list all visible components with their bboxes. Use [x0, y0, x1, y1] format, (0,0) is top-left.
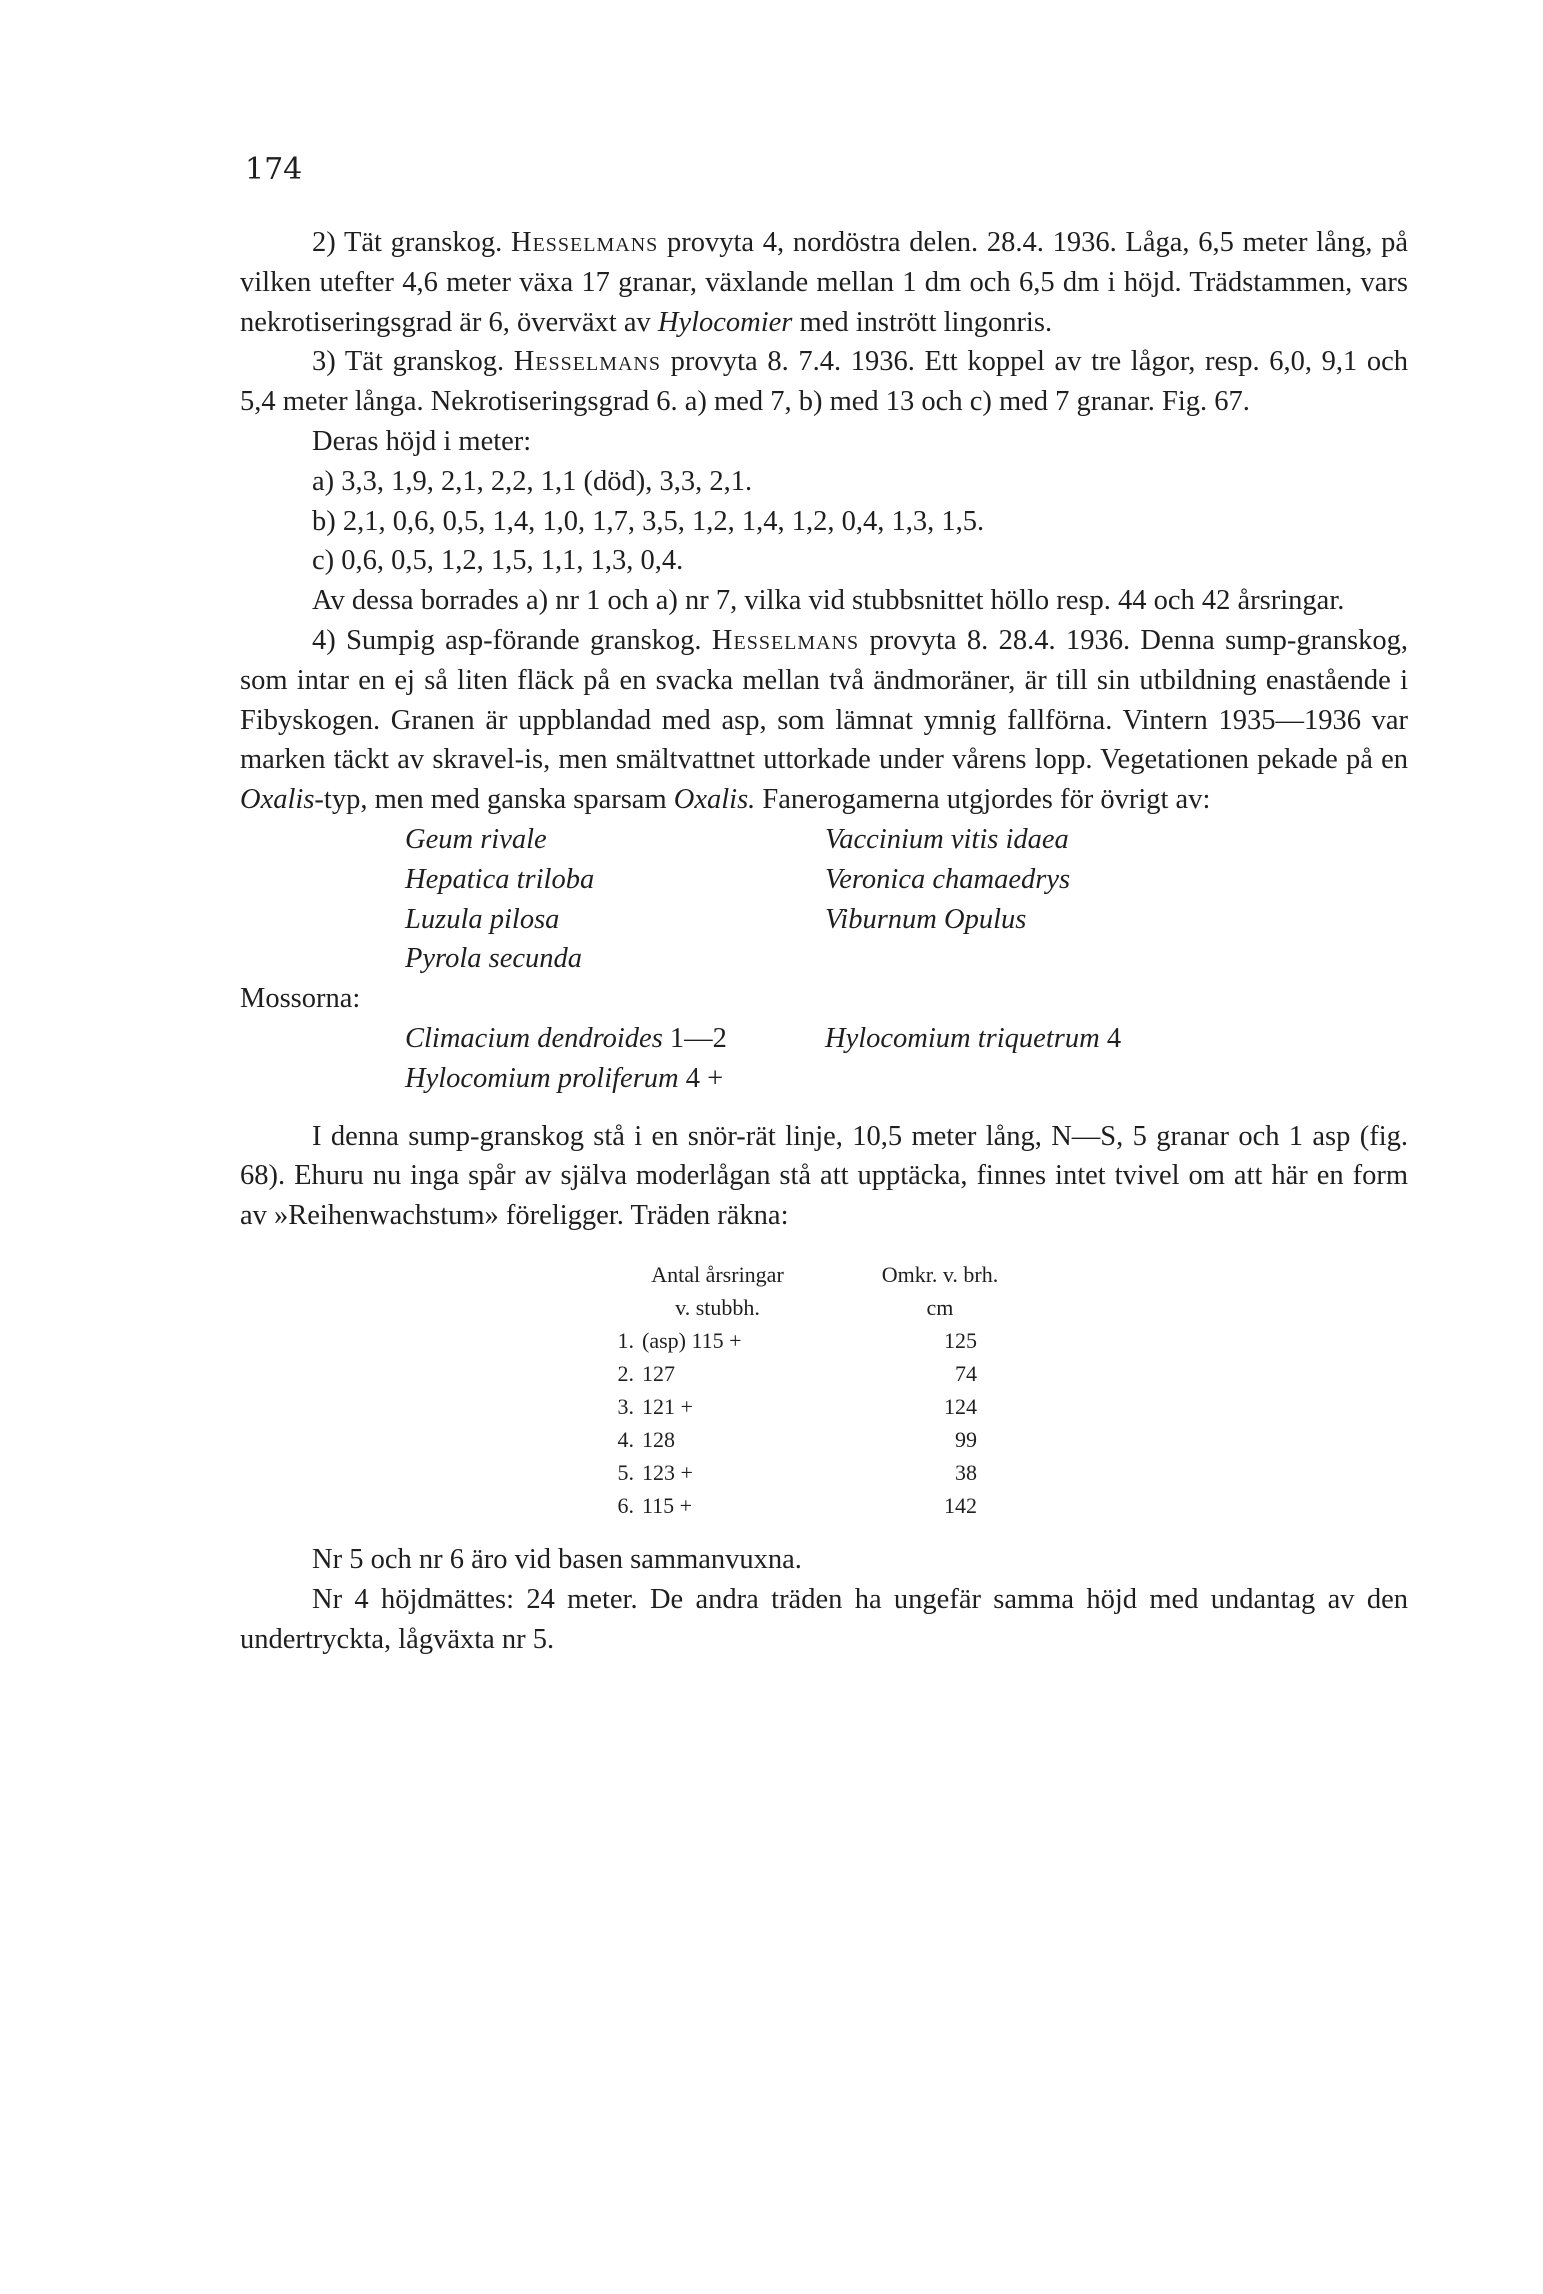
- header-circumference: Omkr. v. brh.: [881, 1261, 999, 1287]
- plant-item: Veronica chamaedrys: [825, 863, 1071, 895]
- heights-c: c) 0,6, 0,5, 1,2, 1,5, 1,1, 1,3, 0,4.: [312, 545, 684, 577]
- row-spacer: [240, 1357, 560, 1390]
- row-end: [977, 1489, 1067, 1522]
- p4-mid: -typ, men med ganska sparsam: [314, 784, 674, 816]
- row-spacer: [240, 1423, 560, 1456]
- author-name: Hesselmans: [511, 227, 659, 258]
- paragraph-row-growth: I denna sump-granskog stå i en snör-rät linje, 10,5 meter lång, N—S, 5 granar och 1 asp (fig. 68). Ehuru nu inga spår av själva moderlågan stå att upptäcka, finnes intet tvivel om att här en form av »Reihenwachstum» föreligger. Träden räkna:: [240, 1120, 1408, 1232]
- page-number: 174: [245, 152, 303, 187]
- row-circumference: 142: [944, 1492, 977, 1518]
- row-spacer: [240, 1390, 560, 1423]
- row-rings: 128: [642, 1426, 675, 1452]
- row-end: [977, 1423, 1067, 1456]
- row-end: [977, 1324, 1067, 1357]
- row-index: 2.: [617, 1360, 634, 1386]
- paragraph-note-4: Nr 4 höjdmättes: 24 meter. De andra träden ha ungefär samma höjd med undantag av den undertryckta, lågväxta nr 5.: [240, 1583, 1408, 1655]
- plant-item: Vaccinium vitis idaea: [825, 823, 1069, 855]
- moss-item: Hylocomium proliferum 4 +: [405, 1062, 724, 1094]
- table-row: [240, 1489, 1408, 1522]
- row-end: [977, 1456, 1067, 1489]
- paragraph-site-2: [240, 223, 1408, 342]
- plant-list: [405, 820, 1408, 979]
- p1-lead: 2) Tät granskog.: [312, 227, 511, 258]
- row-index: 3.: [617, 1393, 634, 1419]
- moss-item: Hylocomium triquetrum 4: [825, 1022, 1122, 1054]
- header-rings: Antal årsringar: [651, 1261, 784, 1287]
- table-header: [240, 1258, 1408, 1324]
- row-index: 4.: [617, 1426, 634, 1452]
- row-index: 6.: [617, 1492, 634, 1518]
- row-rings: 123 +: [642, 1459, 693, 1485]
- paragraph-borings: Av dessa borrades a) nr 1 och a) nr 7, vilka vid stubbsnittet höllo resp. 44 och 42 årsringar.: [312, 585, 1345, 617]
- row-spacer: [240, 1324, 560, 1357]
- heights-a: a) 3,3, 1,9, 2,1, 2,2, 1,1 (död), 3,3, 2,1.: [312, 465, 753, 497]
- row-circumference: 74: [955, 1360, 977, 1386]
- row-index: 5.: [617, 1459, 634, 1485]
- p2-lead: 3) Tät granskog.: [312, 346, 514, 378]
- mosses-label: Mossorna:: [240, 983, 361, 1015]
- table-row: [240, 1423, 1408, 1456]
- row-rings: 127: [642, 1360, 675, 1386]
- p4-lead: 4) Sumpig asp-förande granskog.: [312, 624, 712, 656]
- paragraph-note-5-6: Nr 5 och nr 6 äro vid basen sammanvuxna.: [312, 1543, 802, 1575]
- author-name: Hesselmans: [711, 624, 860, 656]
- moss-item: Climacium dendroides 1—2: [405, 1022, 727, 1054]
- author-name: Hesselmans: [513, 346, 661, 378]
- row-circumference: 99: [955, 1426, 977, 1452]
- p4-rest: provyta 8. 28.4. 1936. Denna sump-granskog, som intar en ej så liten fläck på en svacka mellan två ändmoräner, är till sin utbildning enastående i Fibyskogen. Granen är uppblandad med asp, som lämnat ymnig fallförna. Vintern 1935—1936 var marken täckt av skravel-is, men smältvattnet uttorkade under vårens lopp. Vegetationen pekade på en: [240, 624, 1409, 776]
- table-body: [240, 1324, 1408, 1522]
- plant-item: Geum rivale: [405, 823, 547, 855]
- plant-item: Luzula pilosa: [405, 903, 560, 935]
- p1-tail: med instrött lingonris.: [792, 306, 1053, 338]
- p1-rest: provyta 4, nordöstra delen. 28.4. 1936. Låga, 6,5 meter lång, på vilken utefter 4,6 meter växa 17 granar, växlande mellan 1 dm och 6,5 dm i höjd. Trädstammen, vars nekrotiseringsgrad är 6, överväxt av: [240, 227, 1409, 338]
- moss-list: [405, 1019, 1408, 1099]
- table-row: [240, 1456, 1408, 1489]
- plant-item: Pyrola secunda: [405, 943, 583, 975]
- table-row: [240, 1357, 1408, 1390]
- p1-italic: Hylocomier: [657, 306, 793, 338]
- row-circumference: 124: [944, 1393, 977, 1419]
- row-end: [977, 1390, 1067, 1423]
- heights-b: b) 2,1, 0,6, 0,5, 1,4, 1,0, 1,7, 3,5, 1,2, 1,4, 1,2, 0,4, 1,3, 1,5.: [312, 505, 985, 537]
- p4-tail: Fanerogamerna utgjordes för övrigt av:: [755, 784, 1211, 816]
- paragraph-site-3: [240, 342, 1408, 422]
- row-circumference: 125: [944, 1327, 977, 1353]
- row-spacer: [240, 1489, 560, 1522]
- p4-italic-1: Oxalis: [240, 784, 315, 816]
- heights-title: Deras höjd i meter:: [312, 425, 532, 457]
- table-row: [240, 1324, 1408, 1357]
- row-circumference: 38: [955, 1459, 977, 1485]
- tree-table: [240, 1258, 1408, 1522]
- body-text: [240, 223, 1408, 1659]
- row-rings: 121 +: [642, 1393, 693, 1419]
- row-rings: (asp) 115 +: [642, 1327, 742, 1353]
- plant-item: Viburnum Opulus: [825, 903, 1027, 935]
- p2-rest: provyta 8. 7.4. 1936. Ett koppel av tre lågor, resp. 6,0, 9,1 och 5,4 meter långa. Nekrotiseringsgrad 6. a) med 7, b) med 13 och c) med 7 granar. Fig. 67.: [240, 346, 1408, 418]
- header-circumference-unit: cm: [926, 1294, 954, 1320]
- row-rings: 115 +: [642, 1492, 693, 1518]
- row-spacer: [240, 1456, 560, 1489]
- p4-italic-2: Oxalis.: [673, 784, 756, 816]
- table-row: [240, 1390, 1408, 1423]
- paragraph-site-4: [240, 621, 1408, 820]
- header-rings-sub: v. stubbh.: [675, 1294, 760, 1320]
- row-end: [977, 1357, 1067, 1390]
- plant-item: Hepatica triloba: [405, 863, 595, 895]
- row-index: 1.: [617, 1327, 634, 1353]
